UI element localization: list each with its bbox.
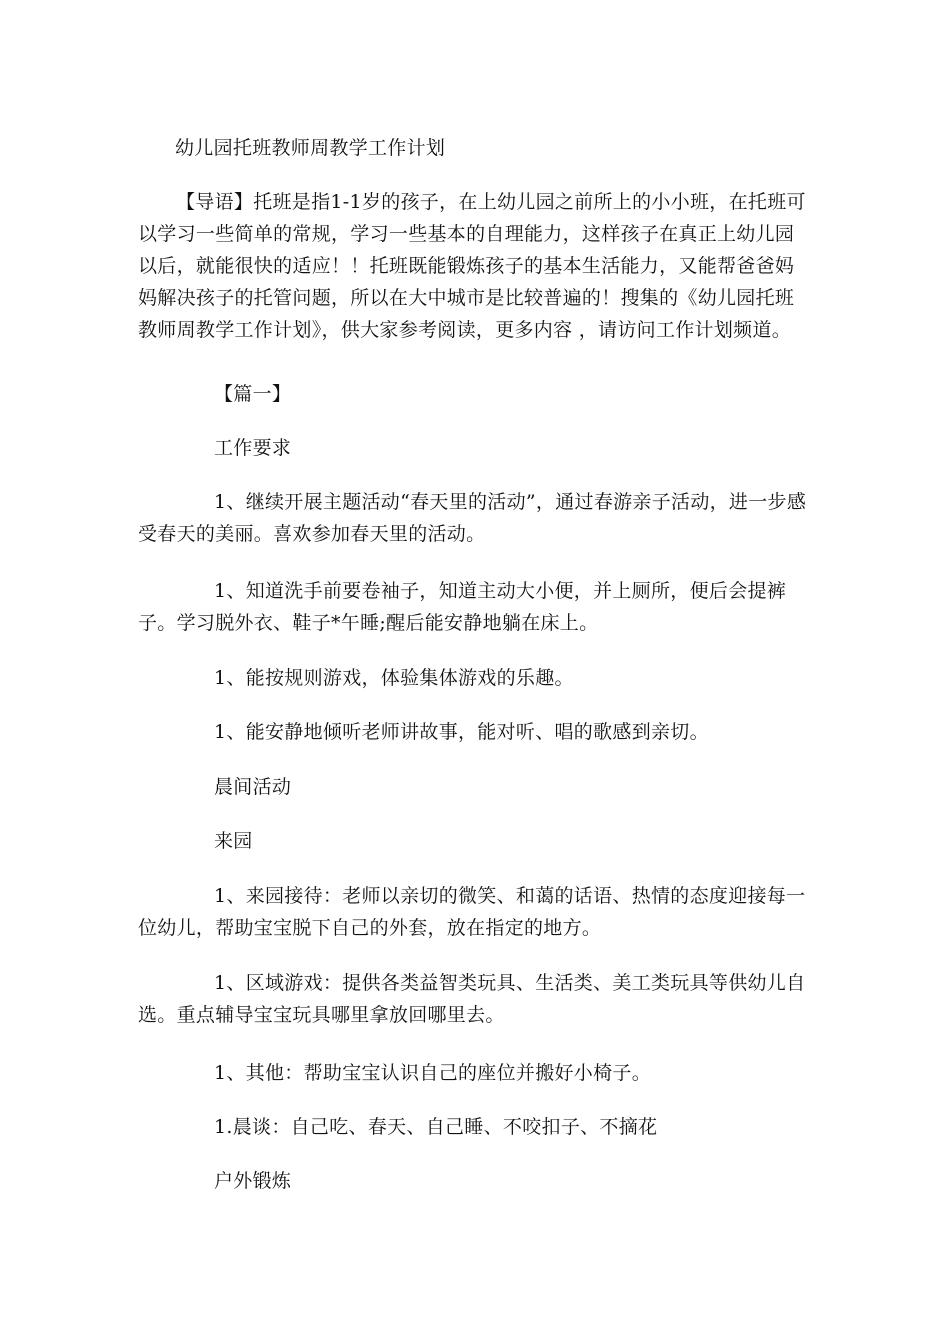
arrival-item: 1、其他：帮助宝宝认识自己的座位并搬好小椅子。 — [214, 1062, 651, 1084]
arrival-item: 1、区域游戏：提供各类益智类玩具、生活类、美工类玩具等供幼儿自选。重点辅导宝宝玩具哪里拿放回哪里去。 — [138, 972, 806, 1026]
requirement-item: 1、能按规则游戏，体验集体游戏的乐趣。 — [214, 667, 574, 689]
arrival-item: 1.晨谈：自己吃、春天、自己睡、不咬扣子、不摘花 — [214, 1116, 658, 1138]
intro-paragraph: 【导语】托班是指1-1岁的孩子，在上幼儿园之前所上的小小班，在托班可以学习一些简单的常规，学习一些基本的自理能力，这样孩子在真正上幼儿园以后，就能很快的适应！！托班既能锻炼孩子的基本生活能力，又能帮爸爸妈妈解决孩子的托管问题，所以在大中城市是比较普遍的！搜集的《幼儿园托班教师周教学工作计划》，供大家参考阅读，更多内容 ，请访问工作计划频道。 — [138, 191, 806, 341]
arrival-item: 1、来园接待：老师以亲切的微笑、和蔼的话语、热情的态度迎接每一位幼儿，帮助宝宝脱下自己的外套，放在指定的地方。 — [138, 885, 806, 939]
requirement-item: 1、知道洗手前要卷袖子，知道主动大小便，并上厕所，便后会提裤子。学习脱外衣、鞋子*午睡;醒后能安静地躺在床上。 — [138, 580, 787, 634]
section-heading: 【篇一】 — [214, 383, 292, 405]
heading-morning-activities: 晨间活动 — [214, 776, 292, 798]
heading-outdoor-exercise: 户外锻炼 — [214, 1170, 292, 1192]
document-title: 幼儿园托班教师周教学工作计划 — [175, 137, 446, 159]
heading-arrival: 来园 — [214, 830, 253, 852]
requirement-item: 1、能安静地倾听老师讲故事，能对听、唱的歌感到亲切。 — [214, 721, 709, 743]
heading-requirements: 工作要求 — [214, 437, 292, 459]
requirement-item: 1、继续开展主题活动“春天里的活动”，通过春游亲子活动，进一步感受春天的美丽。喜欢参加春天里的活动。 — [138, 491, 807, 545]
